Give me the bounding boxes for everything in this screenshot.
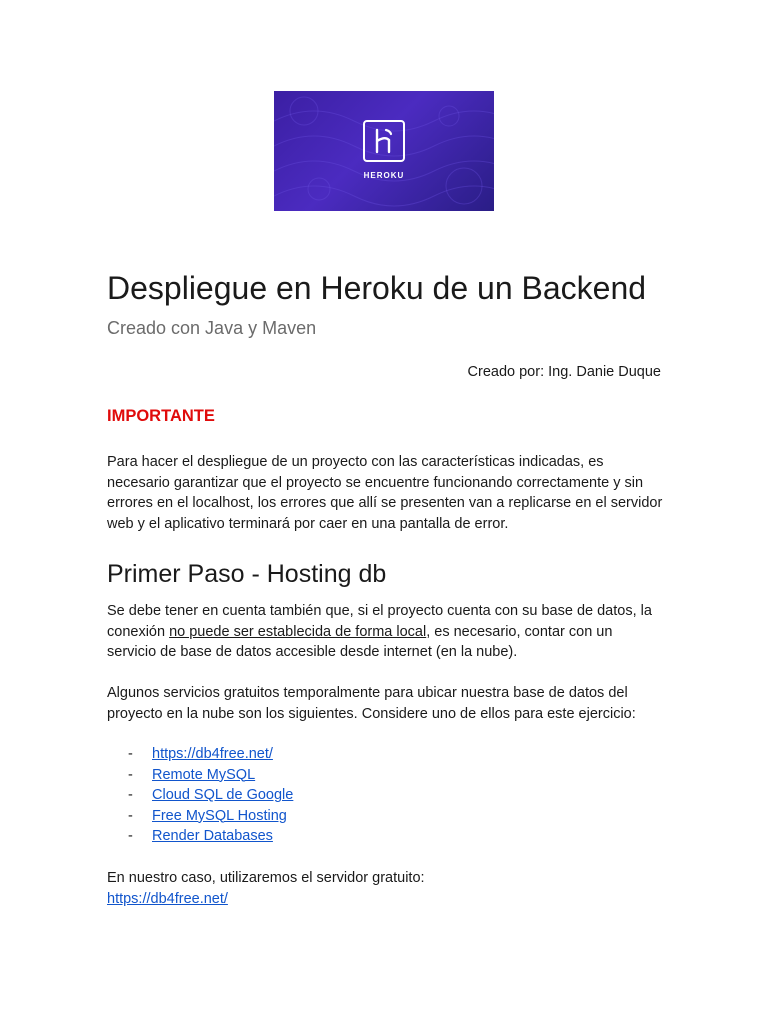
link-cloud-sql-google[interactable]: Cloud SQL de Google <box>152 787 294 803</box>
link-render-databases[interactable]: Render Databases <box>152 828 273 844</box>
intro-paragraph: Para hacer el despliegue de un proyecto con las características indicadas, es necesario garantizar que el proyecto se encuentre funcionando correctamente y sin errores en el localhost, los errores que allí se presenten van a replicarse en el servidor web y el aplicativo terminará por caer en una pantalla de error. <box>107 454 663 532</box>
link-db4free[interactable]: https://db4free.net/ <box>152 746 273 762</box>
hosting-text-underlined: no puede ser establecida de forma local <box>169 623 427 640</box>
link-free-mysql-hosting[interactable]: Free MySQL Hosting <box>152 807 287 824</box>
list-item <box>128 765 293 786</box>
section-heading: Primer Paso - Hosting db <box>107 560 387 588</box>
heroku-logo <box>363 120 405 162</box>
page-title: Despliegue en Heroku de un Backend <box>107 270 647 306</box>
services-paragraph: Algunos servicios gratuitos temporalmente para ubicar nuestra base de datos del proyecto en la nube son los siguientes. Considere uno de ellos para este ejercicio: <box>107 685 636 722</box>
closing-paragraph <box>107 868 663 909</box>
list-bullet: - <box>128 828 133 844</box>
closing-text: En nuestro caso, utilizaremos el servidor gratuito: <box>107 870 425 886</box>
heroku-h-icon <box>365 122 403 160</box>
list-item <box>128 744 293 765</box>
list-bullet: - <box>128 807 133 824</box>
heroku-caption: HEROKU <box>363 171 405 180</box>
heroku-banner <box>274 91 494 211</box>
hosting-paragraph <box>107 601 663 663</box>
link-db4free-closing[interactable]: https://db4free.net/ <box>107 890 228 907</box>
list-item <box>128 785 293 806</box>
hosting-text-end: , es necesario, contar con un servicio de base de datos accesible desde internet (en la nube). <box>107 623 613 660</box>
list-item <box>128 806 293 827</box>
hosting-text-start: Se debe tener en cuenta también que, si el proyecto cuenta con su base de datos, la conexión <box>107 603 652 640</box>
list-bullet: - <box>128 787 133 803</box>
author-credit: Creado por: Ing. Danie Duque <box>467 364 661 380</box>
page-subtitle: Creado con Java y Maven <box>107 318 317 338</box>
list-item <box>128 826 293 847</box>
list-bullet: - <box>128 766 133 783</box>
link-remote-mysql[interactable]: Remote MySQL <box>152 766 256 783</box>
list-bullet: - <box>128 746 133 762</box>
services-list <box>128 744 293 847</box>
important-label: IMPORTANTE <box>107 407 215 425</box>
